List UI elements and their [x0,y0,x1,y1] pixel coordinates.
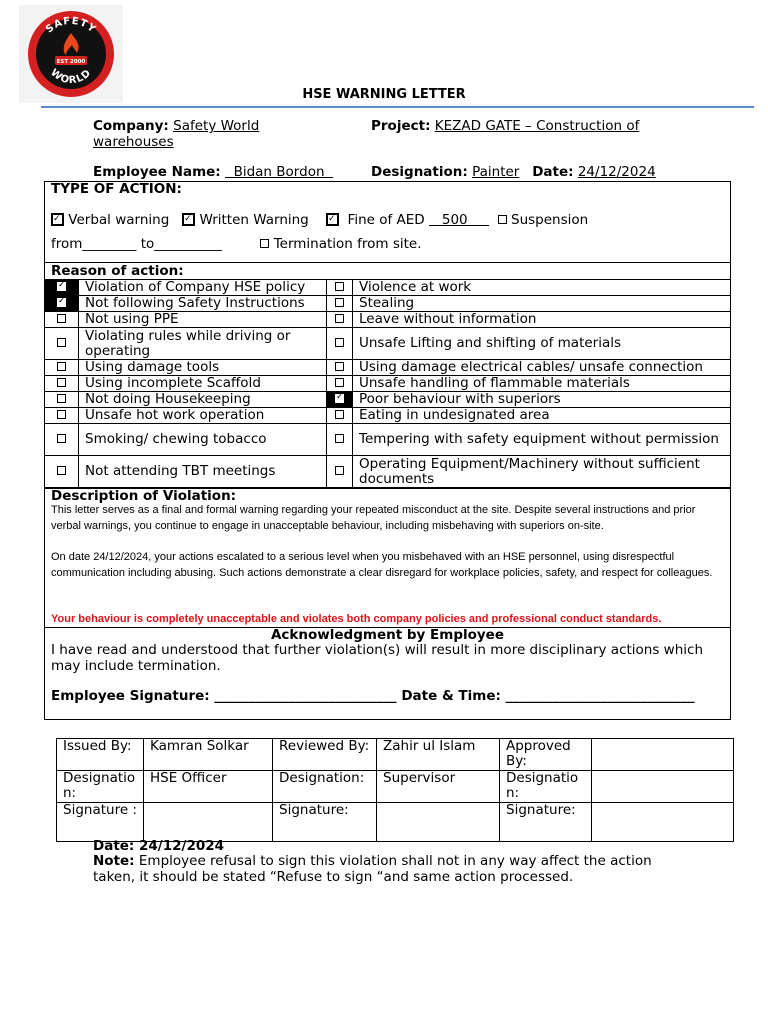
table-row [57,803,734,842]
footer-note [93,853,673,885]
company-field [93,118,259,134]
employee-name-value: Bidan Bordon [225,164,334,180]
note-label: Note: [93,853,135,869]
action-period-row [51,236,422,252]
designation-label: Designation: [273,771,377,803]
date-value: 24/12/2024 [577,164,656,180]
reason-checkbox[interactable] [57,338,66,347]
date-label: Date: [532,164,574,180]
reason-checkbox[interactable] [335,466,344,475]
reason-checkbox-cell [327,456,353,488]
verbal-warning-label: Verbal warning [68,212,170,228]
reason-checkbox[interactable] [335,410,344,419]
approver-signature-cell[interactable] [592,803,734,842]
reason-checkbox-cell [45,360,79,376]
reason-checkbox-cell [45,376,79,392]
termination-label: Termination from site. [273,236,422,252]
table-row [57,771,734,803]
description-heading: Description of Violation: [51,488,237,504]
logo-bottom-text: WORLD [48,67,94,87]
reason-checkbox[interactable] [57,378,66,387]
fine-label: Fine of AED [347,212,425,228]
reason-checkbox[interactable] [57,362,66,371]
reason-checkbox[interactable] [335,298,344,307]
reason-checkbox-cell [327,280,353,296]
reason-checkbox[interactable] [335,338,344,347]
reason-label: Leave without information [353,312,731,328]
reason-row [45,392,731,408]
company-label: Company: [93,118,169,134]
reason-checkbox-cell [45,280,79,296]
approved-by-label: Approved By: [500,739,592,771]
note-text: Employee refusal to sign this violation shall not in any way affect the action taken, it should be stated “Refuse to sign “and same action processed. [93,853,652,885]
written-warning-label: Written Warning [199,212,309,228]
suspension-checkbox[interactable] [498,215,507,224]
logo-top-text: SAFETY [44,15,98,36]
employee-row [93,164,333,180]
reviewer-signature-cell[interactable] [377,803,500,842]
reason-checkbox[interactable] [57,314,66,323]
reason-label: Operating Equipment/Machinery without sufficient documents [353,456,731,488]
reason-checkbox[interactable] [335,378,344,387]
reason-label: Unsafe Lifting and shifting of materials [353,328,731,360]
reason-label: Stealing [353,296,731,312]
company-value: Safety World [173,118,260,134]
approver-designation-value[interactable] [592,771,734,803]
reason-checkbox-cell [327,392,353,408]
approval-table [56,738,734,842]
reason-checkbox-cell [327,312,353,328]
reason-checkbox[interactable] [57,434,66,443]
reason-checkbox-cell [327,376,353,392]
designation-field [371,164,656,180]
reason-checkbox-cell [327,328,353,360]
reviewed-by-label: Reviewed By: [273,739,377,771]
designation-label: Designation: [500,771,592,803]
reason-checkbox-cell [327,296,353,312]
issuer-designation-value: HSE Officer [144,771,273,803]
reason-checkbox[interactable] [335,282,344,291]
reason-checkbox-cell [327,360,353,376]
reason-checkbox[interactable] [57,298,66,307]
signature-label: Signature: [500,803,592,842]
reason-heading: Reason of action: [51,263,184,279]
reason-checkbox-cell [45,328,79,360]
document-title: HSE WARNING LETTER [302,87,466,102]
footer-date: Date: 24/12/2024 [93,838,225,854]
reason-label: Using incomplete Scaffold [79,376,327,392]
description-warning-text: Your behaviour is completely unacceptable and violates both company policies and professional conduct standards. [51,613,662,625]
reason-row [45,312,731,328]
reason-checkbox-cell [45,424,79,456]
fine-checkbox[interactable]: ✓ [326,213,339,226]
reason-label: Using damage electrical cables/ unsafe connection [353,360,731,376]
termination-checkbox[interactable] [260,239,269,248]
reason-checkbox[interactable] [335,314,344,323]
issued-by-label: Issued By: [57,739,144,771]
reason-label: Unsafe hot work operation [79,408,327,424]
title-divider [41,106,754,108]
designation-label: Designation: [57,771,144,803]
project-label: Project: [371,118,431,134]
written-warning-checkbox[interactable]: ✓ [182,213,195,226]
reason-row [45,328,731,360]
acknowledgment-heading: Acknowledgment by Employee [270,627,504,643]
employee-signature-line: Employee Signature: ___________________________ Date & Time: ____________________________ [51,688,695,704]
reason-checkbox-cell [327,408,353,424]
fine-amount: 500 [441,212,468,228]
reason-row [45,360,731,376]
reason-row [45,408,731,424]
designation-value: Painter [472,164,520,180]
verbal-warning-checkbox[interactable]: ✓ [51,213,64,226]
approved-by-value[interactable] [592,739,734,771]
designation-label: Designation: [371,164,468,180]
reason-label: Smoking/ chewing tobacco [79,424,327,456]
reason-row [45,296,731,312]
reason-checkbox[interactable] [57,410,66,419]
reason-label: Not doing Housekeeping [79,392,327,408]
reason-checkbox-cell [45,392,79,408]
project-field [371,118,639,134]
reason-table [44,279,731,488]
reason-checkbox[interactable] [335,394,344,403]
reason-checkbox-cell [45,456,79,488]
reason-row [45,376,731,392]
reason-row [45,424,731,456]
reason-label: Using damage tools [79,360,327,376]
reason-checkbox-cell [45,312,79,328]
issued-by-value: Kamran Solkar [144,739,273,771]
reason-label: Eating in undesignated area [353,408,731,424]
signature-label: Signature: [273,803,377,842]
reason-checkbox[interactable] [57,466,66,475]
reason-label: Unsafe handling of flammable materials [353,376,731,392]
from-to-dates: from________ to__________ [51,236,222,252]
reason-checkbox[interactable] [335,434,344,443]
reason-label: Poor behaviour with superiors [353,392,731,408]
project-value: KEZAD GATE – Construction of [434,118,640,134]
reason-label: Not following Safety Instructions [79,296,327,312]
reason-checkbox[interactable] [57,282,66,291]
action-options-row [51,212,588,228]
suspension-label: Suspension [511,212,589,228]
issuer-signature-cell[interactable] [144,803,273,842]
reason-label: Not using PPE [79,312,327,328]
description-paragraph-1: This letter serves as a final and formal warning regarding your repeated misconduct at the site. Despite several instructions and prior verbal warnings, you continue to engage in unacceptable behaviour, including misbehaving with superiors on-site. [51,504,696,532]
acknowledgment-text: I have read and understood that further violation(s) will result in more disciplinary actions which may include termination. [51,642,704,674]
reason-label: Violence at work [353,280,731,296]
employee-name-label: Employee Name: [93,164,221,180]
reason-checkbox-cell [45,408,79,424]
type-of-action-heading: TYPE OF ACTION: [51,181,182,197]
table-row [57,739,734,771]
reason-row [45,280,731,296]
reason-checkbox-cell [45,296,79,312]
description-paragraph-2: On date 24/12/2024, your actions escalated to a serious level when you misbehaved with an HSE personnel, using disrespectful communication including abusing. Such actions demonstrate a clear disregard for workplace policies, safety, and respect for colleagues. [51,551,713,579]
reason-row [45,456,731,488]
reason-checkbox[interactable] [335,362,344,371]
reason-label: Not attending TBT meetings [79,456,327,488]
logo-badge-text: EST 2000 [56,59,86,65]
reason-label: Violation of Company HSE policy [79,280,327,296]
reviewer-designation-value: Supervisor [377,771,500,803]
reason-label: Violating rules while driving or operating [79,328,327,360]
company-value-continued: warehouses [93,134,174,150]
reason-checkbox-cell [327,424,353,456]
reason-checkbox[interactable] [57,394,66,403]
reviewed-by-value: Zahir ul Islam [377,739,500,771]
reason-label: Tempering with safety equipment without permission [353,424,731,456]
signature-label: Signature : [57,803,144,842]
